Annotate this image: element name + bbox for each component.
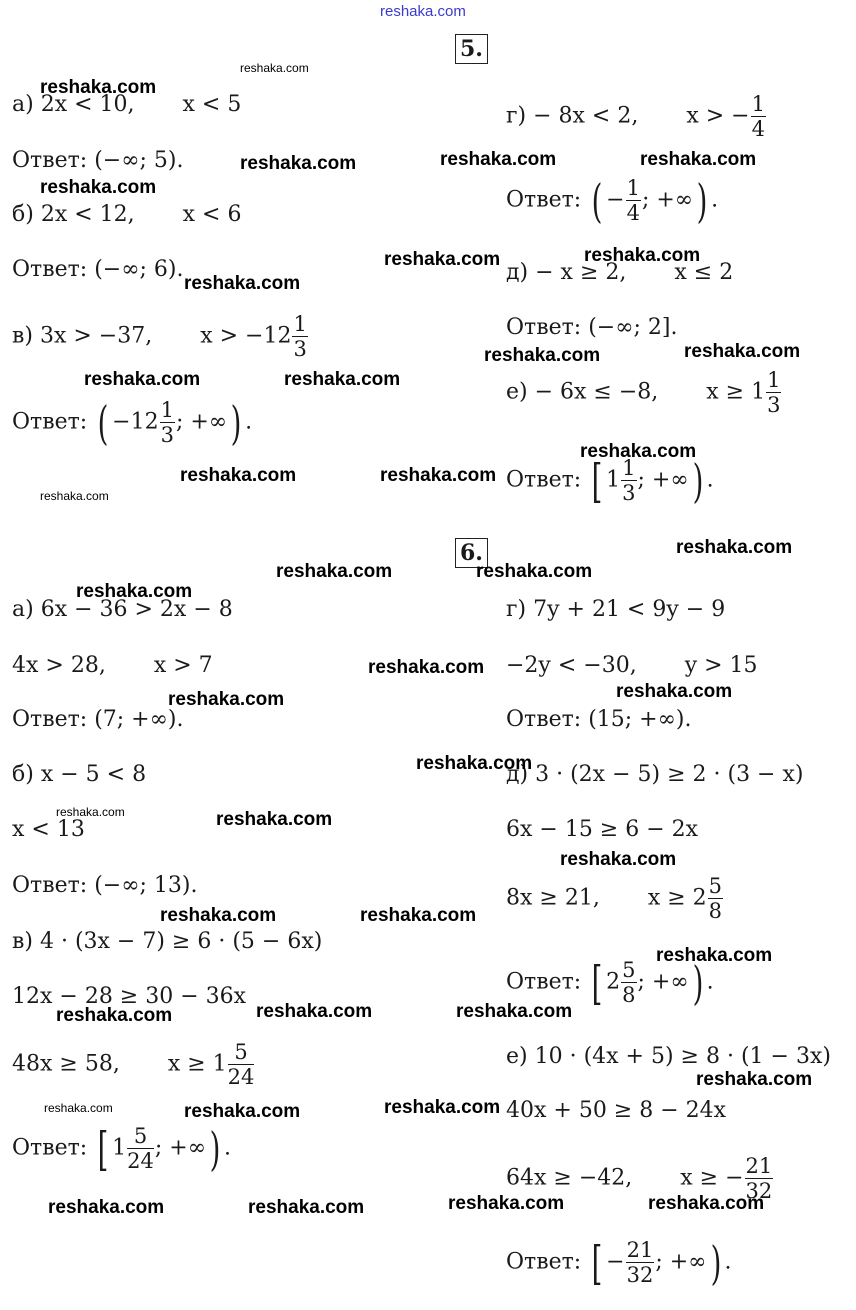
watermark: reshaka.com — [240, 61, 309, 75]
watermark: reshaka.com — [248, 1197, 365, 1218]
task-5-number: 5. — [455, 34, 488, 64]
task6-b-answer: Ответ: (−∞; 13). — [12, 873, 198, 898]
watermark: reshaka.com — [44, 1101, 113, 1115]
watermark: reshaka.com — [256, 1001, 373, 1022]
task5-a-inequality: а) 2x < 10, x < 5 — [12, 92, 242, 117]
watermark: reshaka.com — [284, 369, 401, 390]
task6-d-answer: Ответ: [ 2 $\frac{5}{8}$ ; +∞) . — [506, 955, 714, 1010]
watermark: reshaka.com — [696, 1069, 813, 1090]
watermark: reshaka.com — [440, 149, 557, 170]
task5-g-inequality: г) − 8x < 2, x > − $\frac{1}{4}$ — [506, 92, 765, 141]
task6-d-line3: 8x ≥ 21, x ≥ 2 $\frac{5}{8}$ — [506, 874, 723, 923]
task6-a-answer: Ответ: (7; +∞). — [12, 707, 184, 732]
watermark: reshaka.com — [416, 753, 533, 774]
watermark: reshaka.com — [580, 441, 697, 462]
watermark: reshaka.com — [380, 465, 497, 486]
task5-v-answer: Ответ: ( −12 $\frac{1}{3}$ ; +∞) . — [12, 395, 253, 450]
task5-a-answer: Ответ: (−∞; 5). — [12, 148, 184, 173]
watermark: reshaka.com — [368, 657, 485, 678]
task6-e-answer: Ответ: [ − $\frac{21}{32}$ ; +∞) . — [506, 1235, 732, 1290]
task6-v-answer: Ответ: [ 1 $\frac{5}{24}$ ; +∞) . — [12, 1121, 232, 1176]
watermark: reshaka.com — [40, 489, 109, 503]
watermark: reshaka.com — [276, 561, 393, 582]
task6-g-line2: −2y < −30, y > 15 — [506, 653, 758, 678]
task-6-number: 6. — [455, 538, 488, 568]
watermark: reshaka.com — [616, 681, 733, 702]
task6-v-line1: в) 4 · (3x − 7) ≥ 6 · (5 − 6x) — [12, 929, 323, 954]
watermark: reshaka.com — [240, 153, 357, 174]
watermark: reshaka.com — [484, 345, 601, 366]
task6-a-line2: 4x > 28, x > 7 — [12, 653, 213, 678]
task6-a-line1: а) 6x − 36 > 2x − 8 — [12, 597, 233, 622]
task5-d-inequality: д) − x ≥ 2, x ≤ 2 — [506, 260, 734, 285]
watermark: reshaka.com — [216, 809, 333, 830]
watermark: reshaka.com — [584, 245, 701, 266]
watermark: reshaka.com — [40, 177, 157, 198]
watermark: reshaka.com — [84, 369, 201, 390]
watermark: reshaka.com — [656, 945, 773, 966]
task5-e-answer: Ответ: [ 1 $\frac{1}{3}$ ; +∞) . — [506, 453, 714, 508]
watermark: reshaka.com — [180, 465, 297, 486]
watermark: reshaka.com — [384, 1097, 501, 1118]
watermark: reshaka.com — [56, 1005, 173, 1026]
task5-d-answer: Ответ: (−∞; 2]. — [506, 315, 678, 340]
task6-e-line1: е) 10 · (4x + 5) ≥ 8 · (1 − 3x) — [506, 1044, 831, 1069]
task5-b-answer: Ответ: (−∞; 6). — [12, 257, 184, 282]
watermark: reshaka.com — [560, 849, 677, 870]
watermark: reshaka.com — [448, 1193, 565, 1214]
watermark: reshaka.com — [456, 1001, 573, 1022]
task6-g-answer: Ответ: (15; +∞). — [506, 707, 692, 732]
watermark: reshaka.com — [648, 1193, 765, 1214]
task6-v-line3: 48x ≥ 58, x ≥ 1 $\frac{5}{24}$ — [12, 1040, 255, 1089]
task6-b-line1: б) x − 5 < 8 — [12, 762, 147, 787]
task6-v-line2: 12x − 28 ≥ 30 − 36x — [12, 984, 247, 1009]
task6-e-line2: 40x + 50 ≥ 8 − 24x — [506, 1098, 727, 1123]
watermark: reshaka.com — [48, 1197, 165, 1218]
task6-d-line1: д) 3 · (2x − 5) ≥ 2 · (3 − x) — [506, 762, 804, 787]
watermark: reshaka.com — [56, 805, 125, 819]
site-link[interactable]: reshaka.com — [380, 3, 466, 20]
watermark: reshaka.com — [184, 1101, 301, 1122]
task5-e-inequality: е) − 6x ≤ −8, x ≥ 1 $\frac{1}{3}$ — [506, 368, 781, 417]
watermark: reshaka.com — [476, 561, 593, 582]
watermark: reshaka.com — [360, 905, 477, 926]
task5-v-inequality: в) 3x > −37, x > −12 $\frac{1}{3}$ — [12, 312, 307, 361]
watermark: reshaka.com — [168, 689, 285, 710]
task5-g-answer: Ответ: ( − $\frac{1}{4}$ ; +∞) . — [506, 173, 719, 228]
watermark: reshaka.com — [676, 537, 793, 558]
watermark: reshaka.com — [76, 581, 193, 602]
task5-b-inequality: б) 2x < 12, x < 6 — [12, 202, 242, 227]
watermark: reshaka.com — [40, 77, 157, 98]
watermark: reshaka.com — [184, 273, 301, 294]
watermark: reshaka.com — [160, 905, 277, 926]
task6-e-line3: 64x ≥ −42, x ≥ − $\frac{21}{32}$ — [506, 1154, 773, 1203]
watermark: reshaka.com — [640, 149, 757, 170]
watermark: reshaka.com — [384, 249, 501, 270]
task6-b-line2: x < 13 — [12, 817, 85, 842]
task6-d-line2: 6x − 15 ≥ 6 − 2x — [506, 817, 699, 842]
watermark: reshaka.com — [684, 341, 801, 362]
task6-g-line1: г) 7y + 21 < 9y − 9 — [506, 597, 726, 622]
